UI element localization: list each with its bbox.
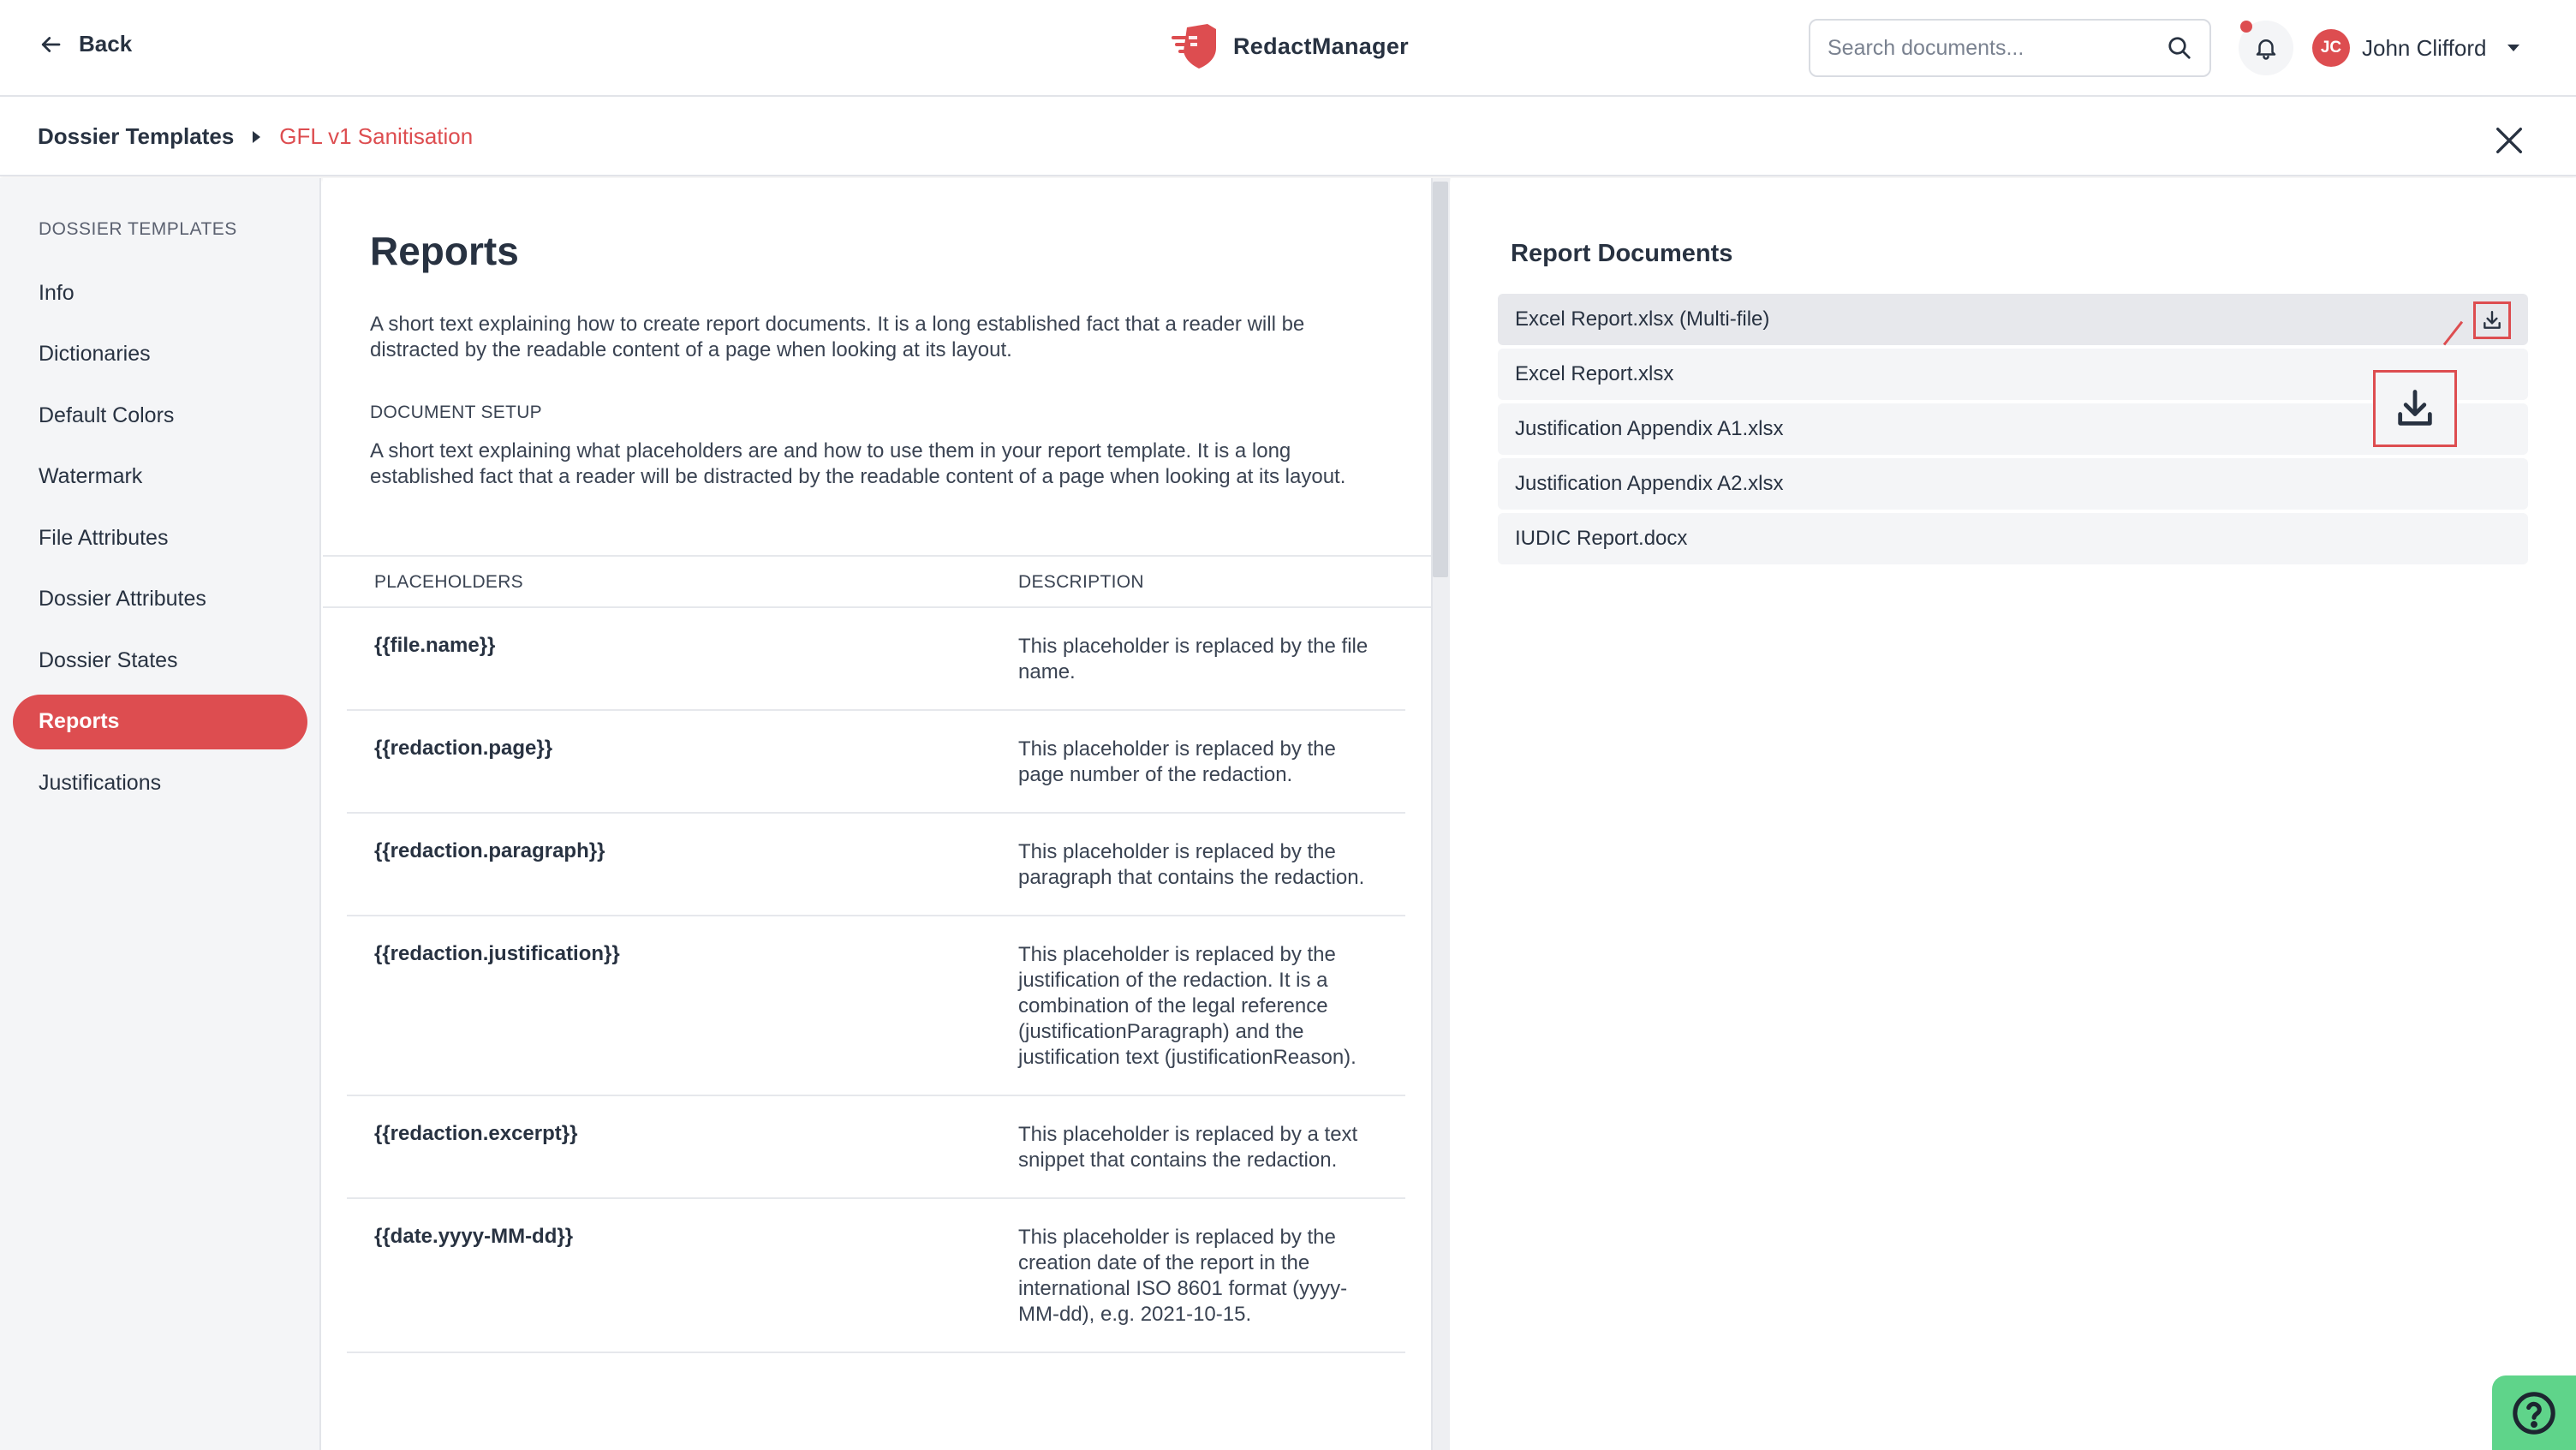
placeholder-description: This placeholder is replaced by the paragraph that contains the redaction. [1018,840,1365,889]
notification-dot [2240,21,2252,33]
table-row [347,1199,1405,1353]
placeholder-name: {{date.yyyy-MM-dd}} [374,1225,574,1248]
download-icon [2481,309,2503,331]
sidebar-item-dossier-states[interactable]: Dossier States [39,647,178,672]
search-box [1809,19,2211,77]
column-header-description: DESCRIPTION [1018,572,1144,592]
sidebar-item-default-colors[interactable]: Default Colors [39,403,175,427]
top-bar [0,0,2576,97]
search-input[interactable] [1828,36,2167,61]
page-title: Reports [370,229,519,273]
placeholder-description: This placeholder is replaced by the creation date of the report in the international ISO 8601 format (yyyy-MM-dd), e.g. 2021-10-15. [1018,1226,1348,1326]
list-item[interactable] [1498,458,2528,510]
sidebar-item-dictionaries[interactable]: Dictionaries [39,342,151,366]
placeholder-name: {{redaction.paragraph}} [374,839,605,862]
sidebar-heading: DOSSIER TEMPLATES [39,219,237,239]
column-header-placeholders: PLACEHOLDERS [374,572,523,592]
placeholder-name: {{file.name}} [374,634,496,657]
close-icon[interactable] [2492,123,2526,158]
document-name: Excel Report.xlsx (Multi-file) [1515,307,1770,331]
search-icon[interactable] [2167,35,2192,61]
sidebar-nav [13,266,307,817]
breadcrumb-current[interactable]: GFL v1 Sanitisation [279,123,474,149]
page-description: A short text explaining how to create report documents. It is a long established fact that a reader will be distracted by the readable content of a page when looking at its layout. [370,313,1305,361]
sidebar [0,178,321,1450]
help-icon [2510,1389,2558,1437]
breadcrumb-root[interactable]: Dossier Templates [38,123,235,149]
document-name: Excel Report.xlsx [1515,362,1674,385]
table-row [347,711,1405,814]
placeholder-name: {{redaction.page}} [374,737,553,760]
download-icon-callout [2373,370,2457,447]
document-name: IUDIC Report.docx [1515,527,1688,550]
placeholder-description: This placeholder is replaced by the justification of the redaction. It is a combination of the legal reference (justificationParagraph) and the justification text (justificationReason). [1018,943,1357,1069]
user-name: John Clifford [2362,34,2487,61]
table-header [323,557,1431,608]
placeholder-description: This placeholder is replaced by a text snippet that contains the redaction. [1018,1123,1358,1172]
breadcrumb-separator-icon [253,131,260,143]
breadcrumb [38,123,473,150]
back-button[interactable] [38,31,132,57]
placeholder-description: This placeholder is replaced by the file name. [1018,635,1368,683]
sidebar-item-info[interactable]: Info [39,280,75,305]
breadcrumb-bar [0,98,2576,176]
table-row [347,1096,1405,1199]
list-item[interactable] [1498,294,2528,345]
sidebar-item-reports[interactable]: Reports [13,695,307,749]
table-row [347,916,1405,1096]
bell-icon [2253,35,2279,61]
help-button[interactable] [2492,1375,2576,1450]
document-name: Justification Appendix A2.xlsx [1515,472,1784,495]
chevron-down-icon [2507,45,2519,51]
report-documents-panel [1451,178,2576,1450]
document-setup-label: DOCUMENT SETUP [370,403,542,422]
document-name: Justification Appendix A1.xlsx [1515,417,1784,440]
arrow-left-icon [38,32,63,57]
back-label: Back [79,31,133,57]
report-documents-title: Report Documents [1511,240,1733,267]
download-button[interactable] [2473,301,2511,339]
list-item[interactable] [1498,513,2528,564]
brand-logo [1170,22,1409,70]
sidebar-item-justifications[interactable]: Justifications [39,770,162,795]
reports-main [323,178,1431,1450]
placeholder-name: {{redaction.justification}} [374,942,620,965]
notifications-button[interactable] [2239,21,2293,75]
placeholder-description: This placeholder is replaced by the page number of the redaction. [1018,737,1336,786]
user-menu[interactable] [2312,29,2519,67]
sidebar-item-file-attributes[interactable]: File Attributes [39,525,169,550]
placeholder-name: {{redaction.excerpt}} [374,1122,578,1145]
shield-logo-icon [1170,22,1219,70]
table-row [347,608,1405,711]
placeholders-table [323,555,1431,1353]
main-scrollbar-thumb[interactable] [1433,182,1448,577]
brand-name: RedactManager [1233,33,1409,59]
table-row [347,814,1405,916]
sidebar-item-watermark[interactable]: Watermark [39,464,143,488]
sidebar-item-dossier-attributes[interactable]: Dossier Attributes [39,587,206,611]
download-icon [2393,386,2437,431]
document-setup-description: A short text explaining what placeholders are and how to use them in your report template. It is a long established fact that a reader will be distracted by the readable content of a page when looking at its layout. [370,439,1346,488]
avatar: JC [2312,29,2350,67]
